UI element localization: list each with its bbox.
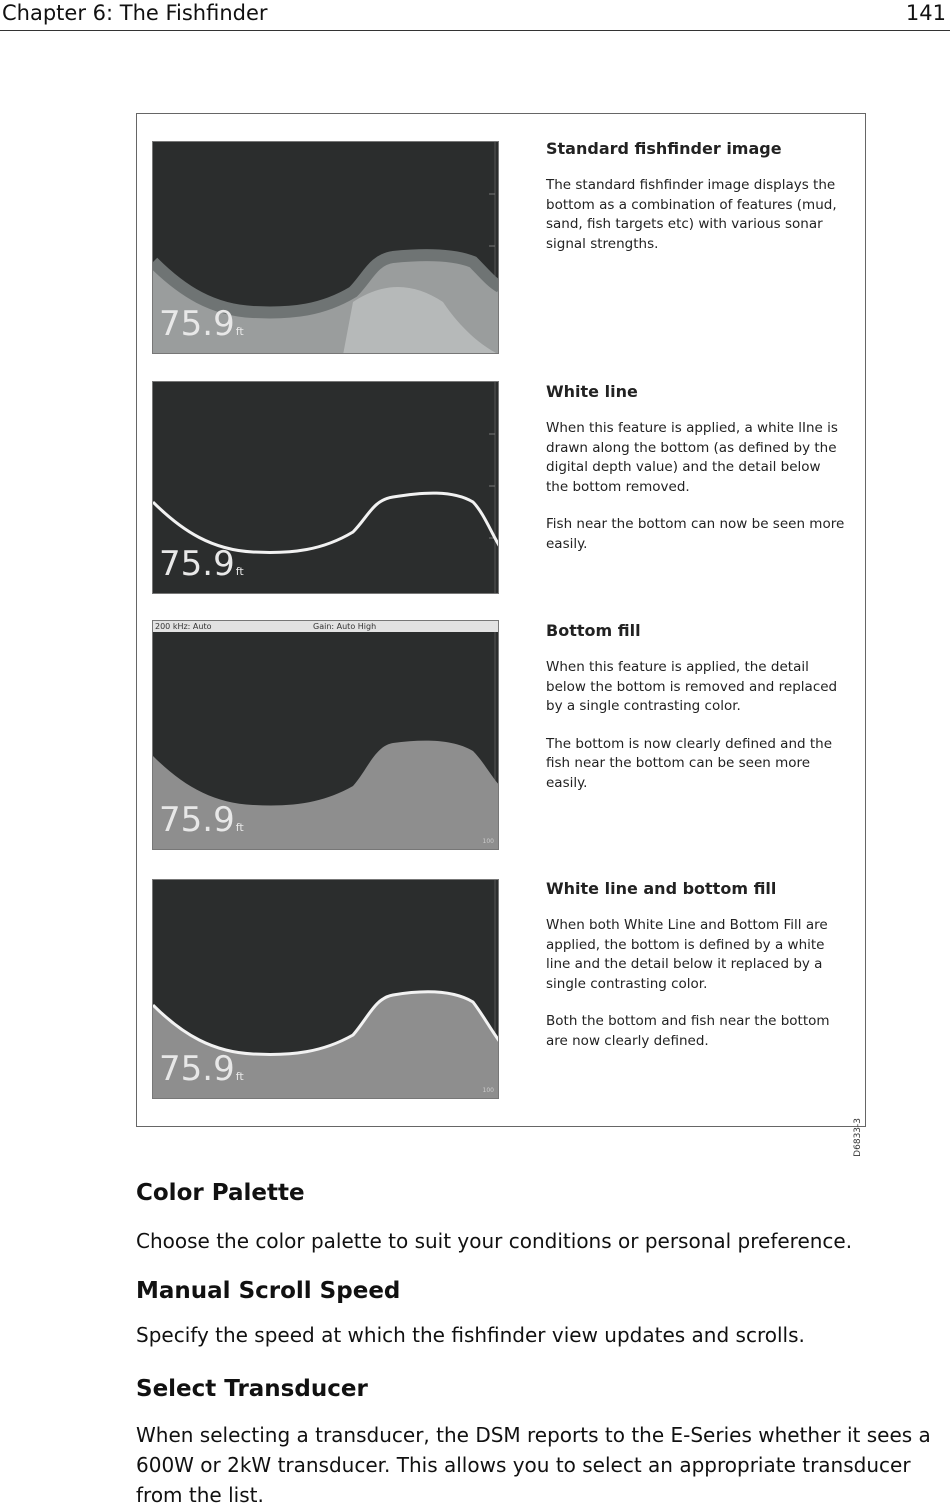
depth-unit: ft (235, 1070, 244, 1083)
fishfinder-figure (136, 113, 866, 1157)
depth-readout (159, 800, 244, 845)
depth-readout (159, 544, 244, 589)
depth-unit: ft (235, 325, 244, 338)
depth-readout (159, 1049, 244, 1094)
figure-code: D6833-3 (853, 1118, 863, 1157)
depth-value: 75.9 (159, 304, 235, 344)
depth-scale-label: 100 (482, 1087, 494, 1094)
caption-text: The standard fishfinder image displays the bottom as a combination of features (mud, sand, fish targets etc) with various sonar signal strengths. (546, 177, 837, 252)
section-body-select-transducer: When selecting a transducer, the DSM reports to the E-Series whether it sees a 600W or 2kW transducer. This allows you to select an appropriate transducer from the list. (136, 1423, 931, 1507)
caption-bottom-fill (546, 621, 846, 811)
caption-title: White line and bottom fill (546, 879, 777, 898)
caption-text: When this feature is applied, a white lIne is drawn along the bottom (as defined by the digital depth value) and the detail below the bottom removed. (546, 420, 838, 495)
depth-unit: ft (235, 821, 244, 834)
caption-text: When this feature is applied, the detail below the bottom is removed and replaced by a single contrasting color. (546, 659, 838, 714)
caption-title: Standard fishfinder image (546, 139, 782, 158)
caption-text: When both White Line and Bottom Fill are applied, the bottom is defined by a white line and the detail below it replaced by a single contrasting color. (546, 917, 828, 992)
section-body-color-palette: Choose the color palette to suit your conditions or personal preference. (136, 1229, 853, 1253)
page-header (0, 0, 950, 31)
depth-value: 75.9 (159, 800, 235, 840)
depth-value: 75.9 (159, 1049, 235, 1089)
gain-status: Gain: Auto High (313, 622, 377, 631)
depth-value: 75.9 (159, 544, 235, 584)
caption-text: Fish near the bottom can now be seen more easily. (546, 516, 845, 552)
section-title-select-transducer: Select Transducer (136, 1376, 368, 1402)
section-title-color-palette: Color Palette (136, 1180, 305, 1206)
caption-title: Bottom fill (546, 621, 641, 640)
status-bar (153, 621, 498, 632)
fishfinder-screen-bottom-fill (152, 620, 499, 850)
depth-unit: ft (235, 565, 244, 578)
caption-text: The bottom is now clearly defined and the fish near the bottom can be seen more easily. (546, 735, 833, 791)
section-title-manual-scroll-speed: Manual Scroll Speed (136, 1278, 401, 1304)
caption-title: White line (546, 382, 638, 401)
fishfinder-screen-white-line-bottom-fill (152, 879, 499, 1099)
caption-standard (546, 139, 846, 272)
chapter-title: Chapter 6: The Fishfinder (2, 1, 268, 25)
fishfinder-screen-white-line (152, 381, 499, 594)
page-number: 141 (905, 1, 946, 25)
section-body-manual-scroll-speed: Specify the speed at which the fishfinder view updates and scrolls. (136, 1323, 805, 1347)
caption-text: Both the bottom and fish near the bottom are now clearly defined. (546, 1013, 830, 1049)
depth-scale-label: 100 (482, 838, 494, 845)
depth-readout (159, 304, 244, 349)
caption-white-line (546, 382, 846, 572)
frequency-status: 200 kHz: Auto (155, 622, 212, 631)
caption-white-line-bottom-fill (546, 879, 846, 1069)
fishfinder-screen-standard (152, 141, 499, 354)
